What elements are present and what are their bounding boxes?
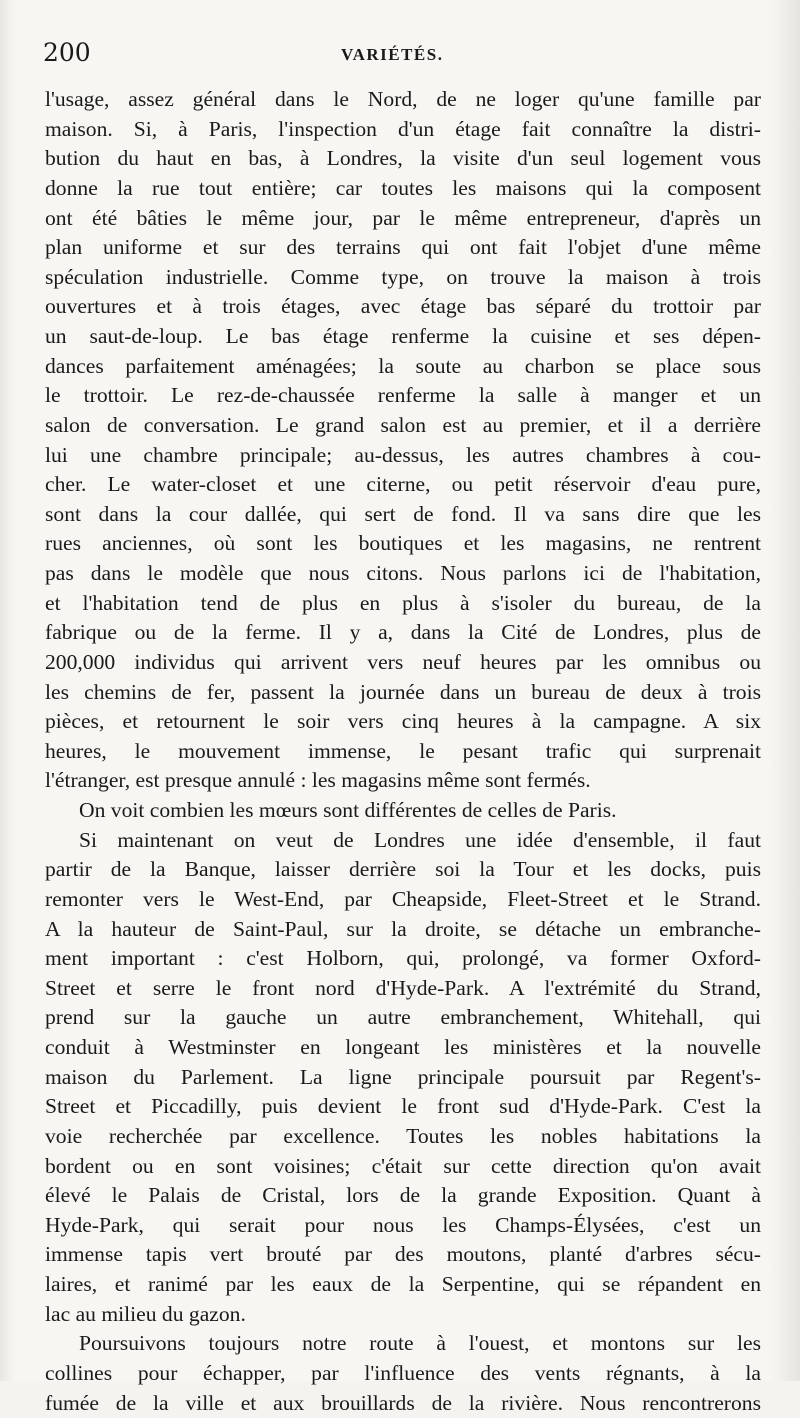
text-line: ont été bâties le même jour, par le même entrepreneur, d'après un — [45, 204, 761, 234]
text-line: partir de la Banque, laisser derrière soi la Tour et les docks, puis — [45, 855, 761, 885]
text-line: Hyde-Park, qui serait pour nous les Champs-Élysées, c'est un — [45, 1211, 761, 1241]
text-line: maison du Parlement. La ligne principale poursuit par Regent's- — [45, 1063, 761, 1093]
text-line: ouvertures et à trois étages, avec étage bas séparé du trottoir par — [45, 292, 761, 322]
text-line: les chemins de fer, passent la journée dans un bureau de deux à trois — [45, 678, 761, 708]
text-line: et l'habitation tend de plus en plus à s'isoler du bureau, de la — [45, 589, 761, 619]
text-line: voie recherchée par excellence. Toutes les nobles habitations la — [45, 1122, 761, 1152]
text-line: cher. Le water-closet et une citerne, ou petit réservoir d'eau pure, — [45, 470, 761, 500]
text-line: prend sur la gauche un autre embranchement, Whitehall, qui — [45, 1003, 761, 1033]
text-line: dances parfaitement aménagées; la soute au charbon se place sous — [45, 352, 761, 382]
text-line: Street et Piccadilly, puis devient le front sud d'Hyde-Park. C'est la — [45, 1092, 761, 1122]
text-line: Street et serre le front nord d'Hyde-Park. A l'extrémité du Strand, — [45, 974, 761, 1004]
text-line: bordent ou en sont voisines; c'était sur cette direction qu'on avait — [45, 1152, 761, 1182]
text-line: l'étranger, est presque annulé : les magasins même sont fermés. — [45, 766, 761, 796]
page-number: 200 — [43, 38, 91, 67]
text-line: laires, et ranimé par les eaux de la Serpentine, qui se répandent en — [45, 1270, 761, 1300]
text-line: maison. Si, à Paris, l'inspection d'un étage fait connaître la distri- — [45, 115, 761, 145]
text-line: donne la rue tout entière; car toutes les maisons qui la composent — [45, 174, 761, 204]
text-line: Poursuivons toujours notre route à l'ouest, et montons sur les — [45, 1329, 761, 1359]
text-line: pièces, et retournent le soir vers cinq heures à la campagne. A six — [45, 707, 761, 737]
text-line: 200,000 individus qui arrivent vers neuf heures par les omnibus ou — [45, 648, 761, 678]
text-line: le trottoir. Le rez-de-chaussée renferme la salle à manger et un — [45, 381, 761, 411]
text-line: Si maintenant on veut de Londres une idée d'ensemble, il faut — [45, 826, 761, 856]
text-line: spéculation industrielle. Comme type, on trouve la maison à trois — [45, 263, 761, 293]
text-line: plan uniforme et sur des terrains qui ont fait l'objet d'une même — [45, 233, 761, 263]
text-line: A la hauteur de Saint-Paul, sur la droite, se détache un embranche- — [45, 915, 761, 945]
text-line: ment important : c'est Holborn, qui, prolongé, va former Oxford- — [45, 944, 761, 974]
text-line: élevé le Palais de Cristal, lors de la grande Exposition. Quant à — [45, 1181, 761, 1211]
text-line: un saut-de-loup. Le bas étage renferme la cuisine et ses dépen- — [45, 322, 761, 352]
text-line: heures, le mouvement immense, le pesant trafic qui surprenait — [45, 737, 761, 767]
text-line: lui une chambre principale; au-dessus, les autres chambres à cou- — [45, 441, 761, 471]
text-line: l'usage, assez général dans le Nord, de ne loger qu'une famille par — [45, 85, 761, 115]
text-line: pas dans le modèle que nous citons. Nous parlons ici de l'habitation, — [45, 559, 761, 589]
body-text — [45, 85, 761, 1418]
text-line: remonter vers le West-End, par Cheapside, Fleet-Street et le Strand. — [45, 885, 761, 915]
text-line: sont dans la cour dallée, qui sert de fond. Il va sans dire que les — [45, 500, 761, 530]
text-line: fabrique ou de la ferme. Il y a, dans la Cité de Londres, plus de — [45, 618, 761, 648]
page-header — [43, 38, 750, 76]
text-line: immense tapis vert brouté par des moutons, planté d'arbres sécu- — [45, 1240, 761, 1270]
text-line: lac au milieu du gazon. — [45, 1300, 761, 1330]
text-line: fumée de la ville et aux brouillards de la rivière. Nous rencontrerons — [45, 1389, 761, 1418]
text-line: On voit combien les mœurs sont différentes de celles de Paris. — [45, 796, 761, 826]
text-line: salon de conversation. Le grand salon est au premier, et il a derrière — [45, 411, 761, 441]
text-line: rues anciennes, où sont les boutiques et les magasins, ne rentrent — [45, 529, 761, 559]
text-line: conduit à Westminster en longeant les ministères et la nouvelle — [45, 1033, 761, 1063]
text-line: collines pour échapper, par l'influence des vents régnants, à la — [45, 1359, 761, 1389]
running-head: VARIÉTÉS. — [341, 45, 443, 65]
text-line: bution du haut en bas, à Londres, la visite d'un seul logement vous — [45, 144, 761, 174]
